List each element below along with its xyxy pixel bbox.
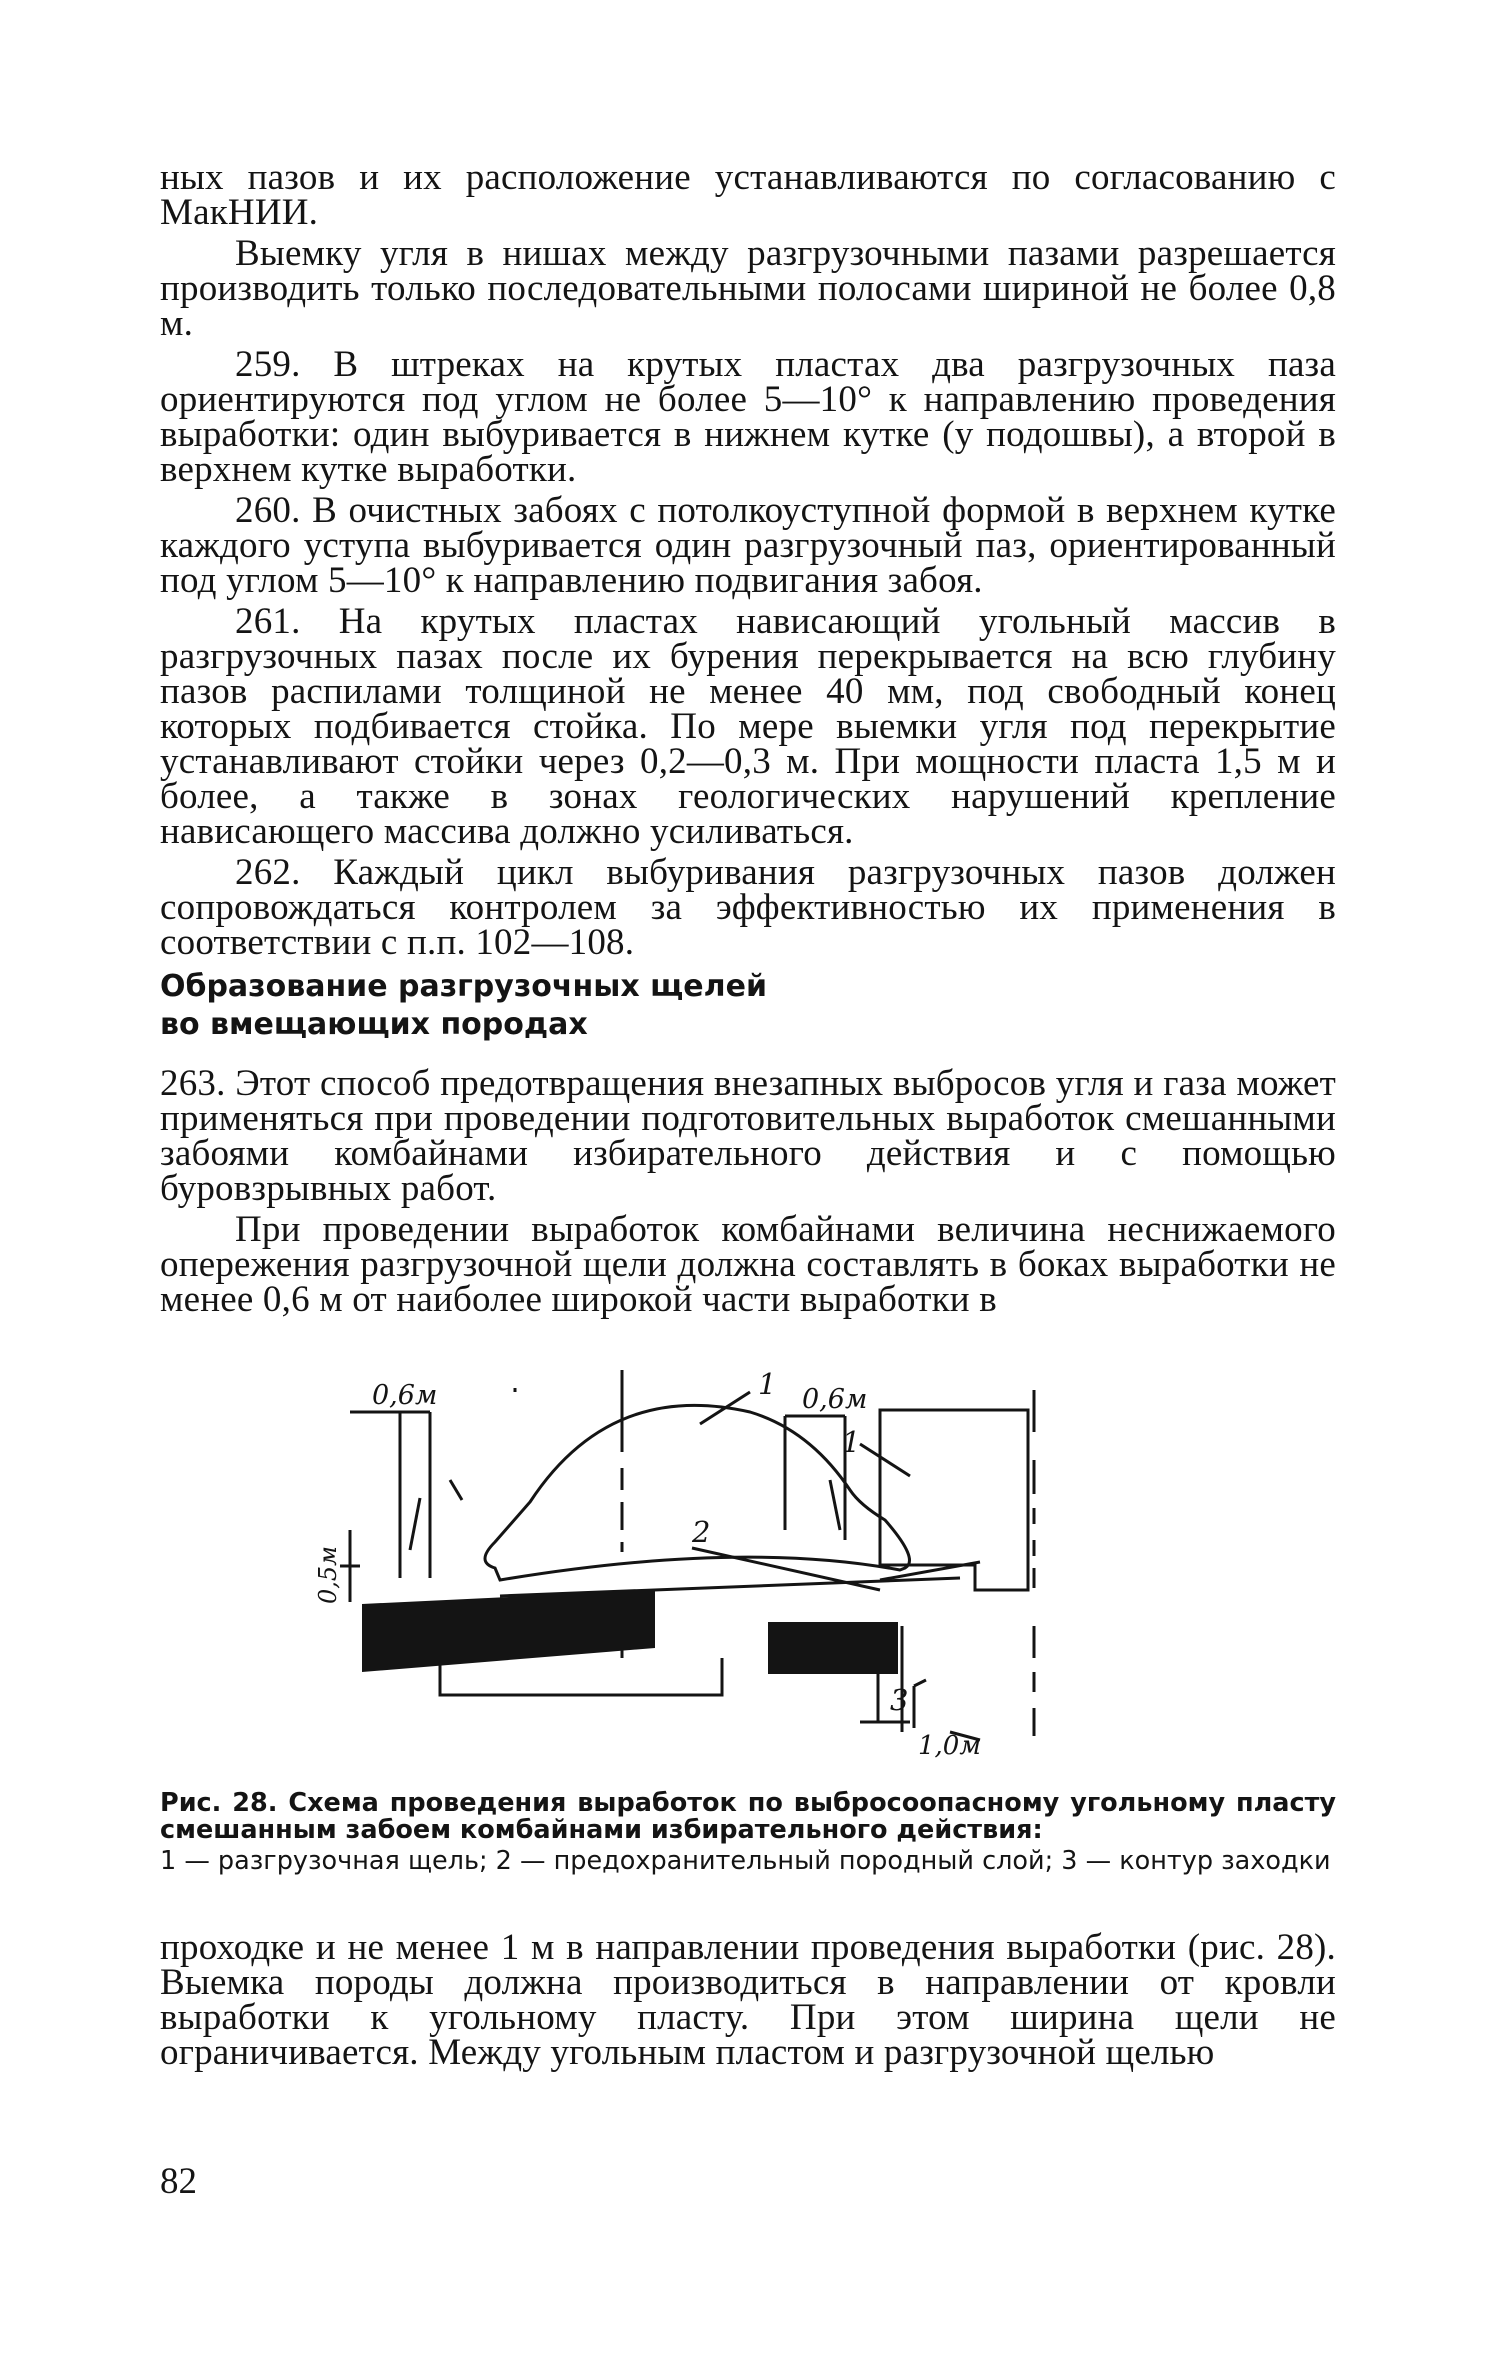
section-heading-line-1: Образование разгрузочных щелей	[160, 969, 767, 1004]
figure-28-diagram	[300, 1350, 1220, 1780]
paragraph-262: 262. Каждый цикл выбуривания разгрузочных пазов должен сопровождаться контролем за эффективностью их применения в соответствии с п.п. 102—108.	[160, 852, 1336, 963]
callout-1-label-right: 1	[842, 1425, 861, 1459]
dim-label-bottom: 1,0м	[918, 1731, 981, 1761]
paragraph-continuation-bottom: проходке и не менее 1 м в направлении проведения выработки (рис. 28). Выемка породы должна производиться в направлении от кровли выработки к угольному пласту. При этом ширина щели не ограничивается. Между угольным пластом и разгрузочной щелью	[160, 1927, 1336, 2073]
dim-label-height: 0,5м	[314, 1545, 342, 1604]
callout-1-label-left: 1	[758, 1367, 777, 1401]
paragraph-263: 263. Этот способ предотвращения внезапных выбросов угля и газа может применяться при проведении подготовительных выработок смешанными забоями комбайнами избирательного действия и с помощью буровзрывных работ.	[160, 1063, 1336, 1209]
top-text-block	[160, 157, 1336, 963]
dim-label-right: 0,6м	[802, 1384, 868, 1415]
caption-legend: 1 — разгрузочная щель; 2 — предохранительный породный слой; 3 — контур заходки	[160, 1846, 1331, 1876]
callout-1-left-line	[700, 1392, 750, 1424]
figure-28	[300, 1350, 1220, 1780]
middle-text-block	[160, 1063, 1336, 1320]
page-number: 82	[160, 2161, 197, 2202]
callout-3-label: 3	[890, 1683, 909, 1717]
callout-2-label: 2	[692, 1515, 711, 1549]
callout-1-right-line	[860, 1444, 910, 1476]
paragraph-continuation: ных пазов и их расположение устанавливаются по согласованию с МакНИИ.	[160, 157, 1336, 233]
paragraph-coal-niches: Выемку угля в нишах между разгрузочными пазами разрешается производить только последовательными полосами шириной не более 0,8 м.	[160, 233, 1336, 344]
paragraph-260: 260. В очистных забоях с потолкоуступной формой в верхнем кутке каждого уступа выбуривается один разгрузочный паз, ориентированный под углом 5—10° к направлению подвигания забоя.	[160, 490, 1336, 601]
paragraph-259: 259. В штреках на крутых пластах два разгрузочных паза ориентируются под углом не более 5—10° к направлению проведения выработки: один выбуривается в нижнем кутке (у подошвы), а второй в верхнем кутке выработки.	[160, 344, 1336, 490]
dim-label-left: 0,6м	[372, 1380, 438, 1411]
coal-seam-right	[768, 1622, 898, 1674]
section-outline	[880, 1410, 1028, 1590]
coal-seam-left	[362, 1590, 655, 1672]
caption-title: Рис. 28. Схема проведения выработок по выбросоопасному угольному пласту смешанным забоем комбайнами избирательного действия:	[160, 1788, 1336, 1845]
bottom-text-block	[160, 1927, 1336, 2073]
section-heading	[160, 968, 860, 1044]
paragraph-combine-advance: При проведении выработок комбайнами величина неснижаемого опережения разгрузочной щели должна составлять в боках выработки не менее 0,6 м от наиболее широкой части выработки в	[160, 1209, 1336, 1320]
figure-caption	[160, 1790, 1336, 1875]
paragraph-261: 261. На крутых пластах нависающий угольный массив в разгрузочных пазах после их бурения перекрывается на всю глубину пазов распилами толщиной не менее 40 мм, под свободный конец которых подбивается стойка. По мере выемки угля под перекрытие устанавливают стойки через 0,2—0,3 м. При мощности пласта 1,5 м и более, а также в зонах геологических нарушений крепление нависающего массива должно усиливаться.	[160, 601, 1336, 852]
protective-layer-line	[500, 1578, 960, 1596]
section-heading-line-2: во вмещающих породах	[160, 1007, 588, 1042]
